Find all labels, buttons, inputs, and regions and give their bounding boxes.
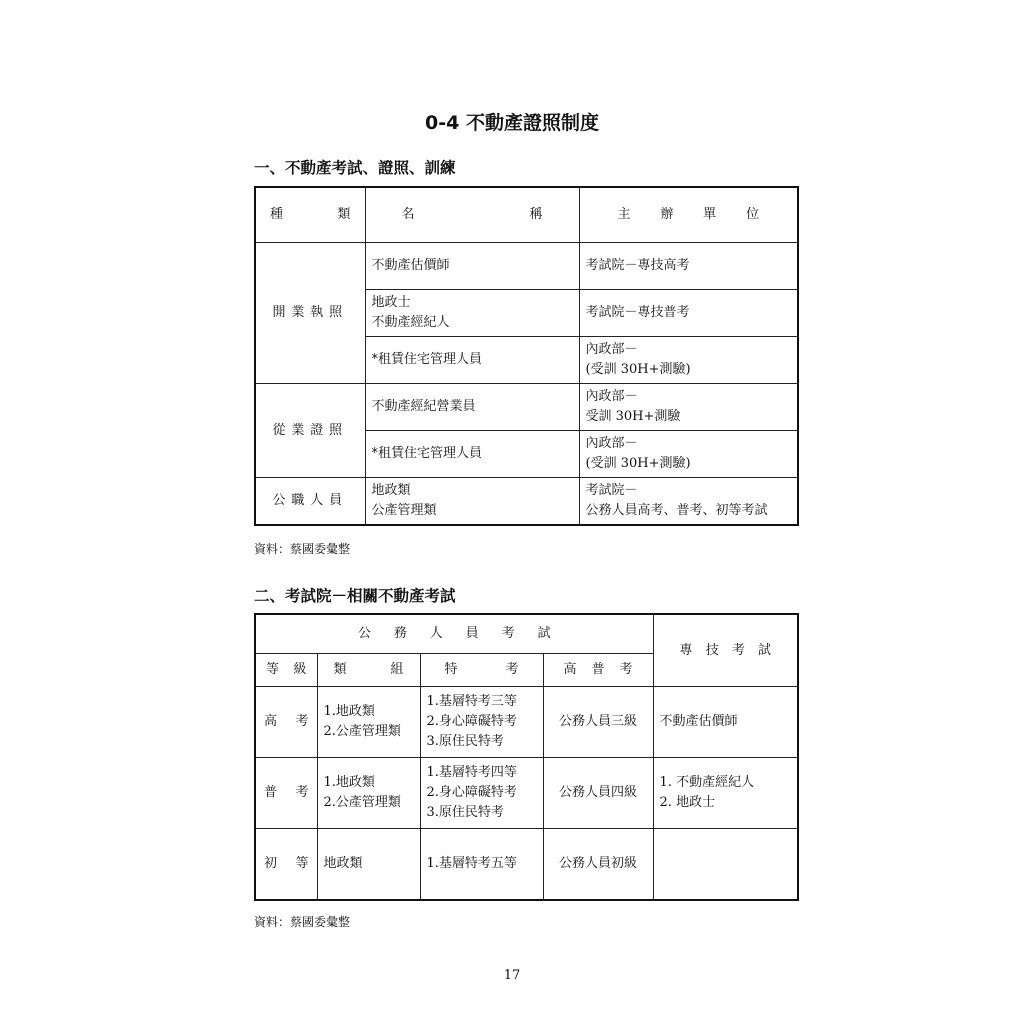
group-cell: 1.地政類 2.公產管理類 <box>317 687 420 758</box>
header-level: 等 級 <box>255 654 317 687</box>
professional-cell: 不動產估價師 <box>653 687 798 758</box>
special-cell: 1.基層特考三等 2.身心障礙特考 3.原住民特考 <box>420 687 543 758</box>
level-cell: 初 等 <box>255 829 317 901</box>
organizer-cell: 考試院－ 公務人員高考、普考、初等考試 <box>579 478 798 526</box>
group-cell: 1.地政類 2.公產管理類 <box>317 758 420 829</box>
name-cell: 不動產經紀營業員 <box>365 384 579 431</box>
header-special: 特 考 <box>420 654 543 687</box>
header-name: 名 稱 <box>365 187 579 243</box>
general-cell: 公務人員四級 <box>543 758 653 829</box>
category-cell: 開業執照 <box>255 243 365 384</box>
table-row <box>255 687 798 758</box>
header-civil-service: 公 務 人 員 考 試 <box>255 614 653 654</box>
header-professional: 專 技 考 試 <box>653 614 798 687</box>
name-cell: 地政類 公產管理類 <box>365 478 579 526</box>
organizer-cell: 內政部－ (受訓 30H+測驗) <box>579 431 798 478</box>
source-note: 資料：蔡國委彙整 <box>254 542 351 556</box>
level-cell: 普 考 <box>255 758 317 829</box>
header-group: 類 組 <box>317 654 420 687</box>
source-note: 資料：蔡國委彙整 <box>254 915 351 929</box>
organizer-cell: 考試院－專技普考 <box>579 290 798 337</box>
section2-heading: 二、考試院－相關不動產考試 <box>254 587 456 605</box>
table-row <box>255 384 798 431</box>
group-cell: 地政類 <box>317 829 420 901</box>
general-cell: 公務人員初級 <box>543 829 653 901</box>
header-organizer: 主 辦 單 位 <box>579 187 798 243</box>
special-cell: 1.基層特考五等 <box>420 829 543 901</box>
professional-cell: 1. 不動產經紀人 2. 地政士 <box>653 758 798 829</box>
table-row <box>255 243 798 290</box>
header-general: 高 普 考 <box>543 654 653 687</box>
professional-cell <box>653 829 798 901</box>
organizer-cell: 內政部－ (受訓 30H+測驗) <box>579 337 798 384</box>
general-cell: 公務人員三級 <box>543 687 653 758</box>
license-table-header <box>255 187 798 243</box>
category-cell: 公職人員 <box>255 478 365 526</box>
organizer-cell: 考試院－專技高考 <box>579 243 798 290</box>
page-title: 0-4 不動產證照制度 <box>425 112 599 134</box>
name-cell: *租賃住宅管理人員 <box>365 337 579 384</box>
header-type: 種 類 <box>255 187 365 243</box>
level-cell: 高 考 <box>255 687 317 758</box>
name-cell: 不動產估價師 <box>365 243 579 290</box>
exam-table <box>254 613 799 901</box>
page-number: 17 <box>503 968 521 983</box>
table-row <box>255 478 798 526</box>
table-row <box>255 829 798 901</box>
special-cell: 1.基層特考四等 2.身心障礙特考 3.原住民特考 <box>420 758 543 829</box>
name-cell: 地政士 不動產經紀人 <box>365 290 579 337</box>
exam-table-header-row <box>255 614 798 654</box>
table-row <box>255 758 798 829</box>
name-cell: *租賃住宅管理人員 <box>365 431 579 478</box>
category-cell: 從業證照 <box>255 384 365 478</box>
organizer-cell: 內政部－ 受訓 30H+測驗 <box>579 384 798 431</box>
license-table <box>254 186 799 526</box>
section1-heading: 一、不動產考試、證照、訓練 <box>254 159 456 177</box>
